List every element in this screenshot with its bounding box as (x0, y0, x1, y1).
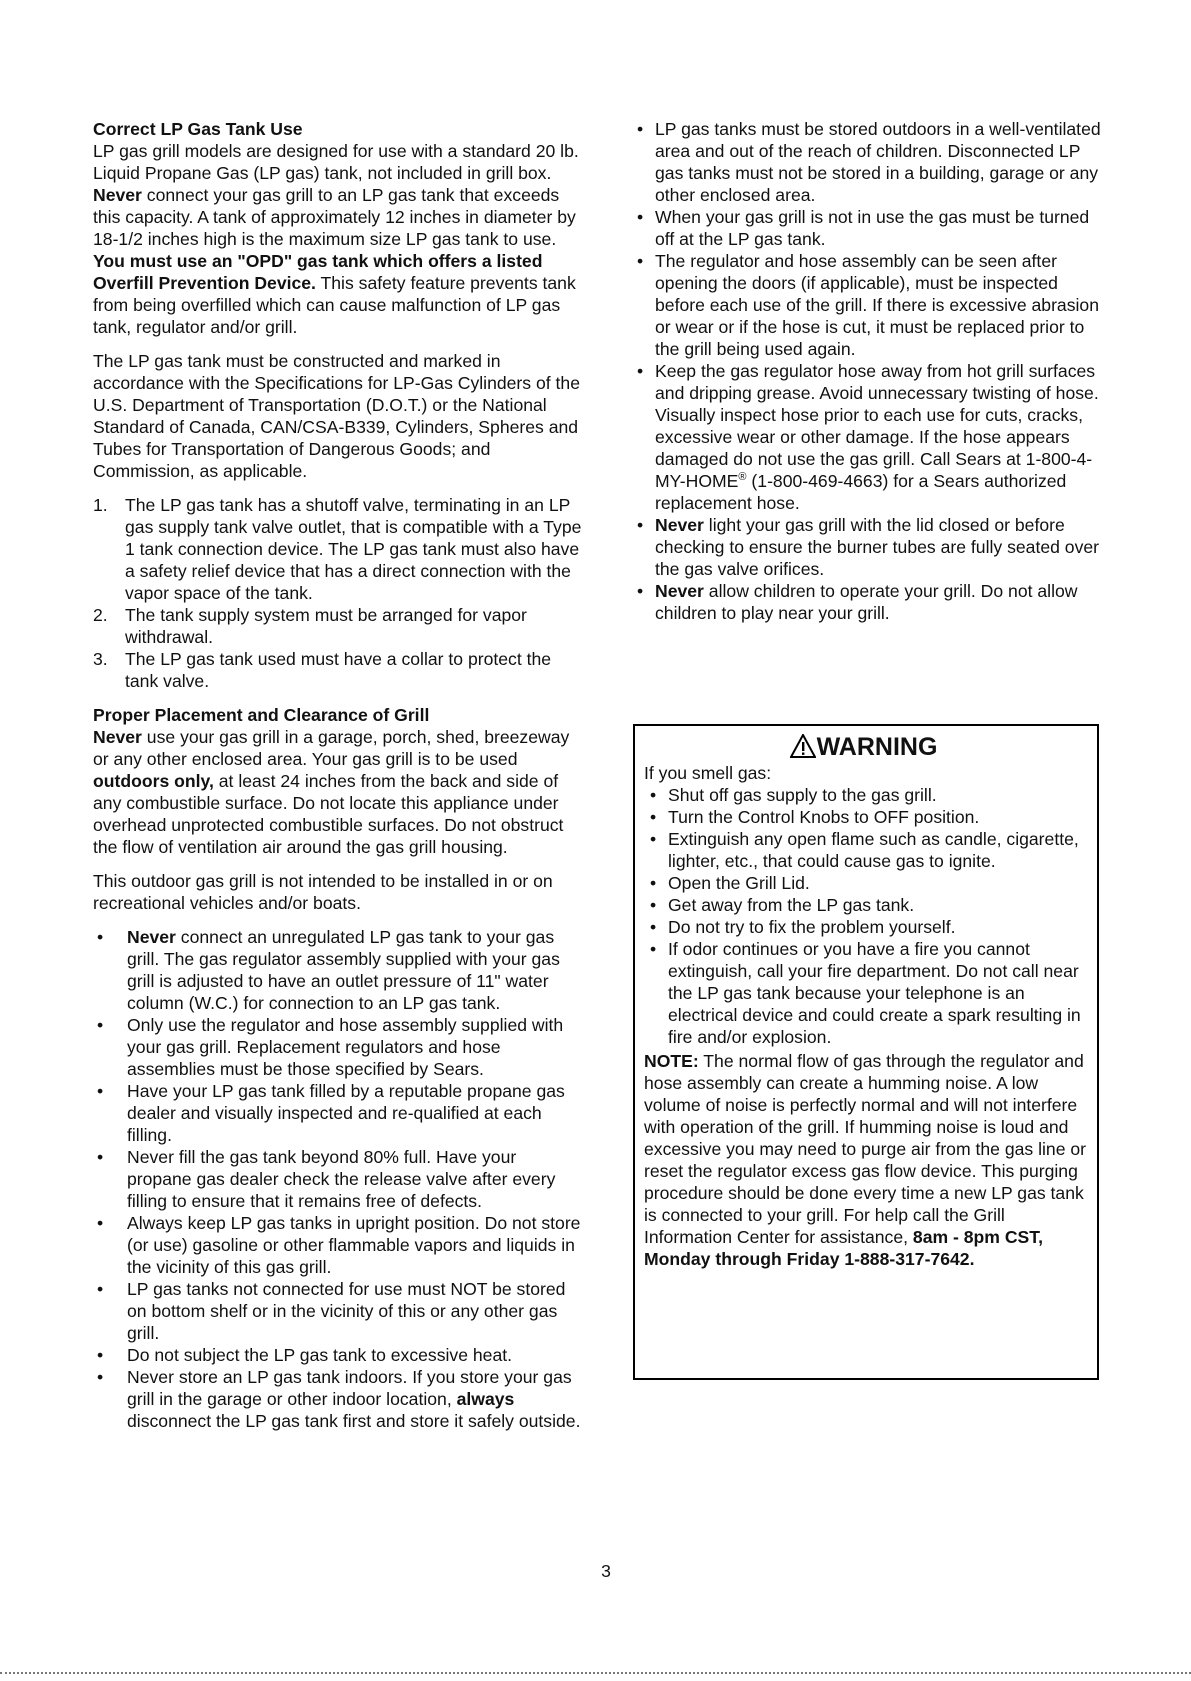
warning-item (644, 894, 1097, 916)
warning-list (644, 784, 1097, 1048)
bullet-icon: • (637, 515, 644, 535)
text-span: Shut off gas supply to the gas grill. (668, 785, 937, 805)
warning-note (644, 1050, 1097, 1270)
text-span: Keep the gas regulator hose away from hot grill surfaces and dripping grease. Avoid unnecessary twisting of hose. Visually inspect hose prior to each use for cuts, cracks, excessive wear or other damage. If the hose appears damaged do not use the gas grill. Call Sears at 1-800-4-MY-HOME (655, 361, 1099, 491)
numbered-item (93, 604, 583, 648)
text-span: LP gas tanks not connected for use must NOT be stored on bottom shelf or in the vicinity of this or any other gas grill. (127, 1279, 566, 1343)
help-line-hours: 8am - 8pm CST, Monday through Friday 1-888-317-7642. (644, 1227, 1043, 1269)
warning-item (644, 828, 1097, 872)
bullet-icon: • (650, 807, 657, 827)
item-number: 1. (93, 495, 108, 515)
right-column (635, 118, 1102, 624)
bullet-icon: • (97, 1147, 104, 1167)
bullet-item (93, 1212, 583, 1278)
registered-mark: ® (738, 471, 747, 484)
text-span: Never fill the gas tank beyond 80% full. Have your propane gas dealer check the release valve after every filling to ensure that it remains free of defects. (127, 1147, 556, 1211)
text-span: If odor continues or you have a fire you cannot extinguish, call your fire department. Do not call near the LP gas tank because your telephone is an electrical device and could create a spark resulting in fire and/or explosion. (668, 939, 1081, 1047)
bold-opd-requirement: You must use an "OPD" gas tank which offers a listed Overfill Prevention Device. (93, 251, 543, 293)
bullet-item (93, 926, 583, 1014)
bullet-icon: • (97, 1081, 104, 1101)
text-span: (1-800-469-4663) for a Sears authorized replacement hose. (655, 471, 1067, 513)
bullet-icon: • (97, 1213, 104, 1233)
left-column (93, 118, 583, 1432)
bold-never: Never (93, 185, 142, 205)
item-text: The LP gas tank has a shutoff valve, terminating in an LP gas supply tank valve outlet, that is compatible with a Type 1 tank connection device. The LP gas tank must also have a safety relief device that has a direct connection with the vapor space of the tank. (125, 495, 582, 603)
bullet-item (93, 1014, 583, 1080)
text-span: Never store an LP gas tank indoors. If you store your gas grill in the garage or other indoor location, (127, 1367, 572, 1409)
section-heading-placement: Proper Placement and Clearance of Grill (93, 705, 430, 725)
numbered-list (93, 494, 583, 692)
bullet-item (635, 514, 1102, 580)
item-text: The tank supply system must be arranged for vapor withdrawal. (125, 605, 527, 647)
bullet-icon: • (650, 917, 657, 937)
bullet-item (93, 1080, 583, 1146)
bullet-item (93, 1146, 583, 1212)
tank-use-paragraph (93, 140, 583, 338)
bullet-icon: • (637, 581, 644, 601)
bullet-icon: • (97, 1345, 104, 1365)
bullet-item (635, 206, 1102, 250)
bullet-icon: • (637, 361, 644, 381)
item-text: The LP gas tank used must have a collar to protect the tank valve. (125, 649, 552, 691)
safety-bullet-list (93, 926, 583, 1432)
page-number: 3 (601, 1561, 611, 1581)
note-label: NOTE: (644, 1051, 699, 1071)
warning-intro: If you smell gas: (644, 763, 772, 783)
bullet-icon: • (650, 873, 657, 893)
page-edge-divider (0, 1672, 1191, 1674)
section-heading-tank-use: Correct LP Gas Tank Use (93, 119, 303, 139)
text-span: The normal flow of gas through the regulator and hose assembly can create a humming noise. A low volume of noise is perfectly normal and will not interfere with operation of the grill. If humming noise is loud and excessive you may need to purge air from the gas line or reset the regulator excess gas flow device. This purging procedure should be done every time a new LP gas tank is connected to your grill. For help call the Grill Information Center for assistance, (644, 1051, 1087, 1247)
bullet-icon: • (650, 939, 657, 959)
warning-box (633, 724, 1099, 1380)
text-span: When your gas grill is not in use the gas must be turned off at the LP gas tank. (655, 207, 1090, 249)
warning-title (630, 732, 1097, 762)
bullet-icon: • (637, 207, 644, 227)
bullet-icon: • (97, 927, 104, 947)
text-span: Extinguish any open flame such as candle, cigarette, lighter, etc., that could cause gas to ignite. (668, 829, 1079, 871)
placement-paragraph (93, 726, 583, 858)
bullet-icon: • (650, 895, 657, 915)
text-span: light your gas grill with the lid closed or before checking to ensure the burner tubes are fully seated over the gas valve orifices. (655, 515, 1100, 579)
text-span: use your gas grill in a garage, porch, shed, breezeway or any other enclosed area. Your gas grill is to be used (93, 727, 570, 769)
text-span: Open the Grill Lid. (668, 873, 810, 893)
text-span: Have your LP gas tank filled by a reputable propane gas dealer and visually inspected and re-qualified at each filling. (127, 1081, 565, 1145)
bullet-icon: • (97, 1367, 104, 1387)
storage-bullet-list (635, 118, 1102, 624)
warning-item (644, 806, 1097, 828)
bullet-icon: • (637, 119, 644, 139)
bullet-item (93, 1366, 583, 1432)
text-span: Only use the regulator and hose assembly supplied with your gas grill. Replacement regulators and hose assemblies must be those specified by Sears. (127, 1015, 564, 1079)
bullet-item (635, 360, 1102, 514)
text-span: at least 24 inches from the back and side of any combustible surface. Do not locate this appliance under overhead unprotected combustible surfaces. Do not obstruct the flow of ventilation air around the gas grill housing. (93, 771, 564, 857)
text-span: LP gas tanks must be stored outdoors in a well-ventilated area and out of the reach of children. Disconnected LP gas tanks must not be stored in a building, garage or any other enclosed area. (655, 119, 1101, 205)
bullet-icon: • (97, 1279, 104, 1299)
bullet-icon: • (650, 785, 657, 805)
warning-item (644, 916, 1097, 938)
item-number: 2. (93, 605, 108, 625)
text-span: disconnect the LP gas tank first and store it safely outside. (127, 1411, 581, 1431)
numbered-item (93, 494, 583, 604)
construction-paragraph: The LP gas tank must be constructed and marked in accordance with the Specifications for LP-Gas Cylinders of the U.S. Department of Transportation (D.O.T.) or the National Standard of Canada, CAN/CSA-B339, Cylinders, Spheres and Tubes for Transportation of Dangerous Goods; and Commission, as applicable. (93, 351, 580, 481)
bold-never: Never (655, 581, 704, 601)
warning-title-text: WARNING (816, 733, 938, 761)
text-span: Do not subject the LP gas tank to excessive heat. (127, 1345, 513, 1365)
bullet-icon: • (650, 829, 657, 849)
bold-never: Never (655, 515, 704, 535)
recreational-vehicle-paragraph: This outdoor gas grill is not intended to be installed in or on recreational vehicles and/or boats. (93, 871, 553, 913)
text-span: Always keep LP gas tanks in upright position. Do not store (or use) gasoline or other flammable vapors and liquids in the vicinity of this gas grill. (127, 1213, 581, 1277)
bold-never: Never (127, 927, 176, 947)
bold-never: Never (93, 727, 142, 747)
bullet-item (93, 1278, 583, 1344)
text-span: connect your gas grill to an LP gas tank that exceeds this capacity. A tank of approximately 12 inches in diameter by 18-1/2 inches high is the maximum size LP gas tank to use. (93, 185, 576, 249)
bold-outdoors-only: outdoors only, (93, 771, 214, 791)
text-span: The regulator and hose assembly can be seen after opening the doors (if applicable), must be inspected before each use of the grill. If there is excessive abrasion or wear or if the hose is cut, it must be replaced prior to the grill being used again. (655, 251, 1099, 359)
bullet-item (93, 1344, 583, 1366)
text-span: LP gas grill models are designed for use with a standard 20 lb. Liquid Propane Gas (LP gas) tank, not included in grill box. (93, 141, 579, 183)
text-span: This safety feature prevents tank from being overfilled which can cause malfunction of LP gas tank, regulator and/or grill. (93, 273, 576, 337)
bullet-icon: • (97, 1015, 104, 1035)
bullet-item (635, 580, 1102, 624)
text-span: Do not try to fix the problem yourself. (668, 917, 956, 937)
warning-item (644, 872, 1097, 894)
warning-item (644, 938, 1097, 1048)
numbered-item (93, 648, 583, 692)
text-span: allow children to operate your grill. Do not allow children to play near your grill. (655, 581, 1078, 623)
bullet-item (635, 118, 1102, 206)
text-span: Get away from the LP gas tank. (668, 895, 915, 915)
item-number: 3. (93, 649, 108, 669)
text-span: connect an unregulated LP gas tank to your gas grill. The gas regulator assembly supplied with your gas grill is adjusted to have an outlet pressure of 11" water column (W.C.) for connection to an LP gas tank. (127, 927, 560, 1013)
bullet-item (635, 250, 1102, 360)
warning-triangle-icon (790, 734, 816, 758)
bold-always: always (456, 1389, 515, 1409)
warning-item (644, 784, 1097, 806)
text-span: Turn the Control Knobs to OFF position. (668, 807, 980, 827)
bullet-icon: • (637, 251, 644, 271)
